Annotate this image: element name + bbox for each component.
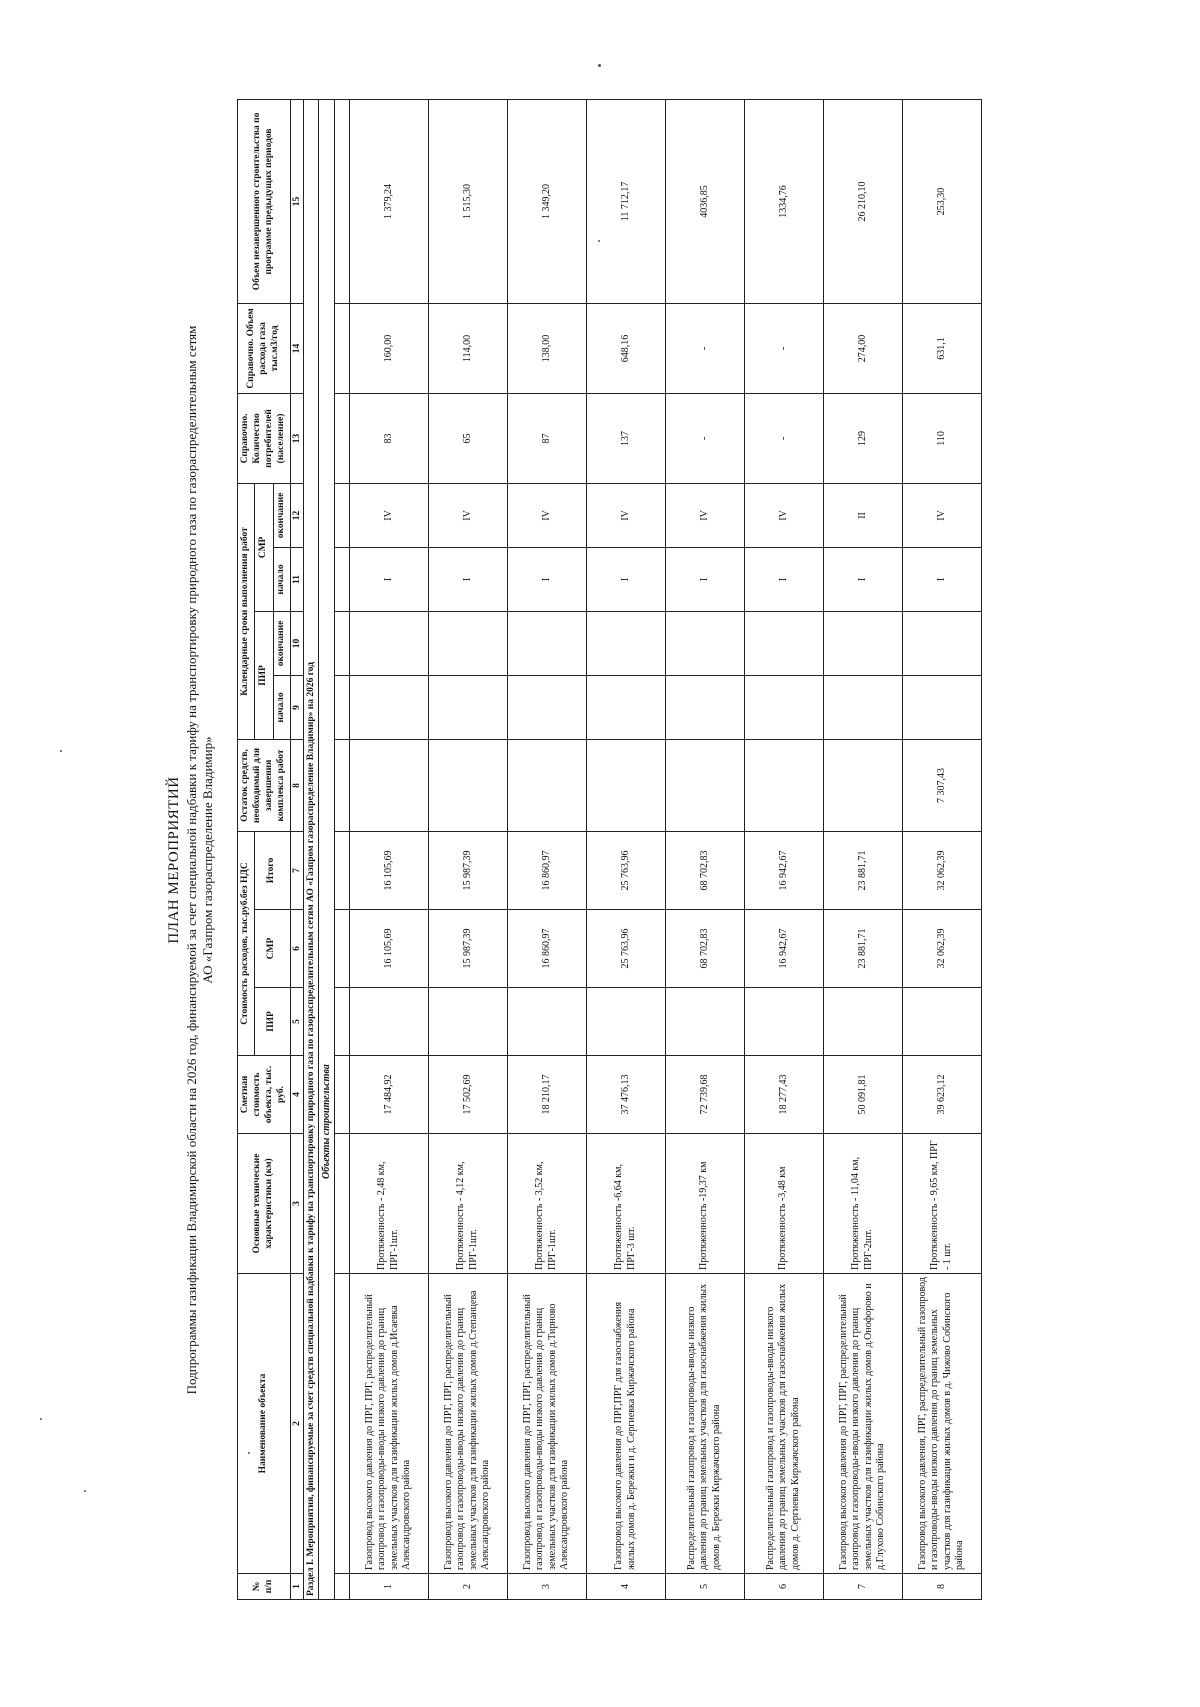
column-number: 6 bbox=[290, 910, 303, 988]
table-row bbox=[744, 99, 823, 1599]
table-row bbox=[665, 99, 744, 1599]
column-number: 8 bbox=[290, 739, 303, 831]
pir-end bbox=[744, 611, 823, 675]
object-name: Распределительный газопровод и газопроводы-вводы низкого давления до границ земельных участков для газоснабжения жилых домов д. Бережки Киржачского района bbox=[665, 1274, 744, 1574]
header-gas-volume: Справочно. Объем расхода газа тыс.м3/год bbox=[238, 303, 291, 393]
column-number: 14 bbox=[290, 303, 303, 393]
smr-start: I bbox=[428, 547, 507, 611]
header-smr: СМР bbox=[254, 910, 290, 988]
remainder-amount: 7 307,43 bbox=[902, 739, 981, 831]
estimate-cost: 72 739,68 bbox=[665, 1056, 744, 1134]
smr-start: I bbox=[823, 547, 902, 611]
blank-row bbox=[334, 99, 349, 1599]
remainder-amount bbox=[428, 739, 507, 831]
table-row bbox=[428, 99, 507, 1599]
cost-total: 25 763,96 bbox=[586, 831, 665, 909]
gas-volume: 114,00 bbox=[428, 303, 507, 393]
header-num: № п/п bbox=[238, 1574, 291, 1600]
smr-start: I bbox=[744, 547, 823, 611]
gas-volume: - bbox=[665, 303, 744, 393]
table-row bbox=[902, 99, 981, 1599]
cost-total: 15 987,39 bbox=[428, 831, 507, 909]
unfinished-volume: 11 712,17 bbox=[586, 99, 665, 303]
consumers-count: 83 bbox=[349, 393, 428, 483]
pir-end bbox=[902, 611, 981, 675]
smr-end: IV bbox=[744, 483, 823, 547]
header-smr-start: начало bbox=[273, 547, 290, 611]
pir-end bbox=[349, 611, 428, 675]
header-estimate: Сметная стоимость объекта, тыс. руб. bbox=[238, 1056, 291, 1134]
object-name: Газопровод высокого давления до ПРГ, ПРГ, распределительный газопровод и газопроводы-вводы низкого давления до границ земельных участков для газификации жилых домов д.Степанцева Александровского района bbox=[428, 1274, 507, 1574]
unfinished-volume: 1 349,20 bbox=[507, 99, 586, 303]
cost-smr: 16 942,67 bbox=[744, 910, 823, 988]
column-number: 11 bbox=[290, 547, 303, 611]
column-number: 4 bbox=[290, 1056, 303, 1134]
pir-end bbox=[586, 611, 665, 675]
technical-characteristics: Протяженность -19,37 км bbox=[665, 1134, 744, 1274]
consumers-count: 129 bbox=[823, 393, 902, 483]
header-pir-end: окончание bbox=[273, 611, 290, 675]
smr-start: I bbox=[349, 547, 428, 611]
cost-smr: 68 702,83 bbox=[665, 910, 744, 988]
header-cal-smr: СМР bbox=[254, 483, 273, 611]
gas-volume: 631,1 bbox=[902, 303, 981, 393]
cost-total: 16 105,69 bbox=[349, 831, 428, 909]
smr-end: IV bbox=[586, 483, 665, 547]
pir-end bbox=[665, 611, 744, 675]
remainder-amount bbox=[349, 739, 428, 831]
cost-smr: 16 860,97 bbox=[507, 910, 586, 988]
consumers-count: - bbox=[744, 393, 823, 483]
estimate-cost: 17 484,92 bbox=[349, 1056, 428, 1134]
consumers-count: 110 bbox=[902, 393, 981, 483]
pir-start bbox=[349, 675, 428, 739]
estimate-cost: 50 091,81 bbox=[823, 1056, 902, 1134]
row-number: 4 bbox=[586, 1574, 665, 1600]
cost-total: 23 881,71 bbox=[823, 831, 902, 909]
consumers-count: 65 bbox=[428, 393, 507, 483]
object-name: Газопровод высокого давления до ПРГ, ПРГ, распределительный газопровод и газопроводы-вводы низкого давления до границ земельных участков для газификации жилых домов д.Исаевка Александровского района bbox=[349, 1274, 428, 1574]
object-name: Газопровод высокого давления до ПРГ, ПРГ, распределительный газопровод и газопроводы-вводы низкого давления до границ земельных участков для газификации жилых домов д.Тирново Александровского района bbox=[507, 1274, 586, 1574]
estimate-cost: 37 476,13 bbox=[586, 1056, 665, 1134]
column-number: 2 bbox=[290, 1274, 303, 1574]
cost-smr: 16 105,69 bbox=[349, 910, 428, 988]
cost-pir bbox=[744, 988, 823, 1056]
remainder-amount bbox=[507, 739, 586, 831]
header-total: Итого bbox=[254, 831, 290, 909]
gas-volume: 274,00 bbox=[823, 303, 902, 393]
smr-start: I bbox=[507, 547, 586, 611]
column-number: 3 bbox=[290, 1134, 303, 1274]
cost-pir bbox=[507, 988, 586, 1056]
remainder-amount bbox=[665, 739, 744, 831]
row-number: 1 bbox=[349, 1574, 428, 1600]
object-name: Газопровод высокого давления до ПРГ, ПРГ, распределительный газопровод и газопроводы-вводы низкого давления до границ земельных участков для газификации жилых домов д.Онофорово и д.Глухово Собинского района bbox=[823, 1274, 902, 1574]
cost-pir bbox=[665, 988, 744, 1056]
section-row bbox=[303, 99, 318, 1599]
technical-characteristics: Протяженность - 2,48 км, ПРГ-1шт. bbox=[349, 1134, 428, 1274]
cost-smr: 25 763,96 bbox=[586, 910, 665, 988]
row-number: 8 bbox=[902, 1574, 981, 1600]
column-number: 15 bbox=[290, 99, 303, 303]
smr-start: I bbox=[586, 547, 665, 611]
plan-table bbox=[237, 99, 982, 1600]
cost-smr: 15 987,39 bbox=[428, 910, 507, 988]
cost-total: 16 942,67 bbox=[744, 831, 823, 909]
row-number: 7 bbox=[823, 1574, 902, 1600]
pir-start bbox=[428, 675, 507, 739]
header-pir: ПИР bbox=[254, 988, 290, 1056]
gas-volume: 648,16 bbox=[586, 303, 665, 393]
technical-characteristics: Протяженность - 4,12 км, ПРГ-1шт. bbox=[428, 1134, 507, 1274]
pir-end bbox=[823, 611, 902, 675]
pir-start bbox=[902, 675, 981, 739]
header-cost-group: Стоимость расходов, тыс.руб.без НДС bbox=[238, 831, 255, 1055]
row-number: 5 bbox=[665, 1574, 744, 1600]
remainder-amount bbox=[744, 739, 823, 831]
header-tech: Основные технические характеристики (км) bbox=[238, 1134, 291, 1274]
consumers-count: - bbox=[665, 393, 744, 483]
header-cal-pir: ПИР bbox=[254, 611, 273, 739]
header-remainder: Остаток средств, необходимый для завершения комплекса работ bbox=[238, 739, 291, 831]
unfinished-volume: 1 515,30 bbox=[428, 99, 507, 303]
technical-characteristics: Протяженность - 9,65 км, ПРГ - 1 шт. bbox=[902, 1134, 981, 1274]
consumers-count: 137 bbox=[586, 393, 665, 483]
document-organization: АО «Газпром газораспределение Владимир» bbox=[200, 736, 215, 984]
column-number: 7 bbox=[290, 831, 303, 909]
row-number: 6 bbox=[744, 1574, 823, 1600]
table-row bbox=[507, 99, 586, 1599]
smr-end: IV bbox=[349, 483, 428, 547]
smr-start: I bbox=[665, 547, 744, 611]
cost-pir bbox=[823, 988, 902, 1056]
estimate-cost: 18 277,43 bbox=[744, 1056, 823, 1134]
section-title: Раздел I. Мероприятия, финансируемые за счет средств специальной надбавки к тарифу на транспортировку природного газа по газораспределительным сетям АО «Газпром газораспределение Владимир» на 2026 год bbox=[303, 99, 318, 1599]
gas-volume: 138,00 bbox=[507, 303, 586, 393]
header-calendar: Календарные сроки выполнения работ bbox=[238, 483, 255, 739]
column-number: 12 bbox=[290, 483, 303, 547]
header-name: Наименование объекта bbox=[238, 1274, 291, 1574]
technical-characteristics: Протяженность -6,64 км, ПРГ-3 шт. bbox=[586, 1134, 665, 1274]
pir-end bbox=[428, 611, 507, 675]
estimate-cost: 18 210,17 bbox=[507, 1056, 586, 1134]
consumers-count: 87 bbox=[507, 393, 586, 483]
remainder-amount bbox=[823, 739, 902, 831]
object-name: Распределительный газопровод и газопроводы-вводы низкого давления до границ земельных участков для газоснабжения жилых домов д. Сергиевка Киржачского района bbox=[744, 1274, 823, 1574]
cost-smr: 32 062,39 bbox=[902, 910, 981, 988]
column-number: 9 bbox=[290, 675, 303, 739]
pir-start bbox=[507, 675, 586, 739]
estimate-cost: 39 623,12 bbox=[902, 1056, 981, 1134]
row-number: 3 bbox=[507, 1574, 586, 1600]
object-name: Газопровод высокого давления до ПРГ,ПРГ для газоснабжения жилых домов д. Бережки и д. Сергиевка Киржачского района bbox=[586, 1274, 665, 1574]
smr-end: II bbox=[823, 483, 902, 547]
pir-start bbox=[823, 675, 902, 739]
cost-pir bbox=[428, 988, 507, 1056]
cost-total: 68 702,83 bbox=[665, 831, 744, 909]
column-number: 10 bbox=[290, 611, 303, 675]
header-consumers: Справочно. Количество потребителей (население) bbox=[238, 393, 291, 483]
table-row bbox=[586, 99, 665, 1599]
smr-start: I bbox=[902, 547, 981, 611]
cost-smr: 23 881,71 bbox=[823, 910, 902, 988]
pir-start bbox=[586, 675, 665, 739]
table-header bbox=[238, 99, 291, 1599]
unfinished-volume: 26 210,10 bbox=[823, 99, 902, 303]
smr-end: IV bbox=[902, 483, 981, 547]
unfinished-volume: 1 379,24 bbox=[349, 99, 428, 303]
column-number: 1 bbox=[290, 1574, 303, 1600]
column-number: 5 bbox=[290, 988, 303, 1056]
technical-characteristics: Протяженность -3,48 км bbox=[744, 1134, 823, 1274]
rotated-document bbox=[165, 112, 1090, 1600]
subsection-row bbox=[318, 99, 334, 1599]
technical-characteristics: Протяженность - 3,52 км, ПРГ-1шт. bbox=[507, 1134, 586, 1274]
cost-total: 16 860,97 bbox=[507, 831, 586, 909]
table-row bbox=[349, 99, 428, 1599]
header-pir-start: начало bbox=[273, 675, 290, 739]
column-number: 13 bbox=[290, 393, 303, 483]
pir-start bbox=[744, 675, 823, 739]
unfinished-volume: 1334,76 bbox=[744, 99, 823, 303]
subsection-title: Объекты строительства bbox=[318, 99, 334, 1599]
header-smr-end: окончание bbox=[273, 483, 290, 547]
object-name: Газопровод высокого давления, ПРГ, распределительный газопровод и газопроводы-вводы низкого давления до границ земельных участков для газификации жилых домов в д. Чижово Собинского района bbox=[902, 1274, 981, 1574]
estimate-cost: 17 502,69 bbox=[428, 1056, 507, 1134]
smr-end: IV bbox=[665, 483, 744, 547]
cost-pir bbox=[902, 988, 981, 1056]
document-title: ПЛАН МЕРОПРИЯТИЙ bbox=[166, 776, 182, 944]
remainder-amount bbox=[586, 739, 665, 831]
row-number: 2 bbox=[428, 1574, 507, 1600]
document-subtitle: Подпрограммы газификации Владимирской области на 2026 год, финансируемой за счет специальной надбавки к тарифу на транспортировку природного газа по газораспределительным сетям bbox=[183, 325, 199, 1395]
pir-end bbox=[507, 611, 586, 675]
technical-characteristics: Протяженность - 11,04 км, ПРГ-2шт. bbox=[823, 1134, 902, 1274]
gas-volume: 160,00 bbox=[349, 303, 428, 393]
header-unfinished: Объем незавершенного строительства по программе предыдущих периодов bbox=[238, 99, 291, 303]
smr-end: IV bbox=[507, 483, 586, 547]
unfinished-volume: 253,30 bbox=[902, 99, 981, 303]
table-row bbox=[823, 99, 902, 1599]
unfinished-volume: 4036,85 bbox=[665, 99, 744, 303]
cost-pir bbox=[349, 988, 428, 1056]
gas-volume: - bbox=[744, 303, 823, 393]
smr-end: IV bbox=[428, 483, 507, 547]
cost-total: 32 062,39 bbox=[902, 831, 981, 909]
column-number-row bbox=[290, 99, 303, 1599]
pir-start bbox=[665, 675, 744, 739]
cost-pir bbox=[586, 988, 665, 1056]
